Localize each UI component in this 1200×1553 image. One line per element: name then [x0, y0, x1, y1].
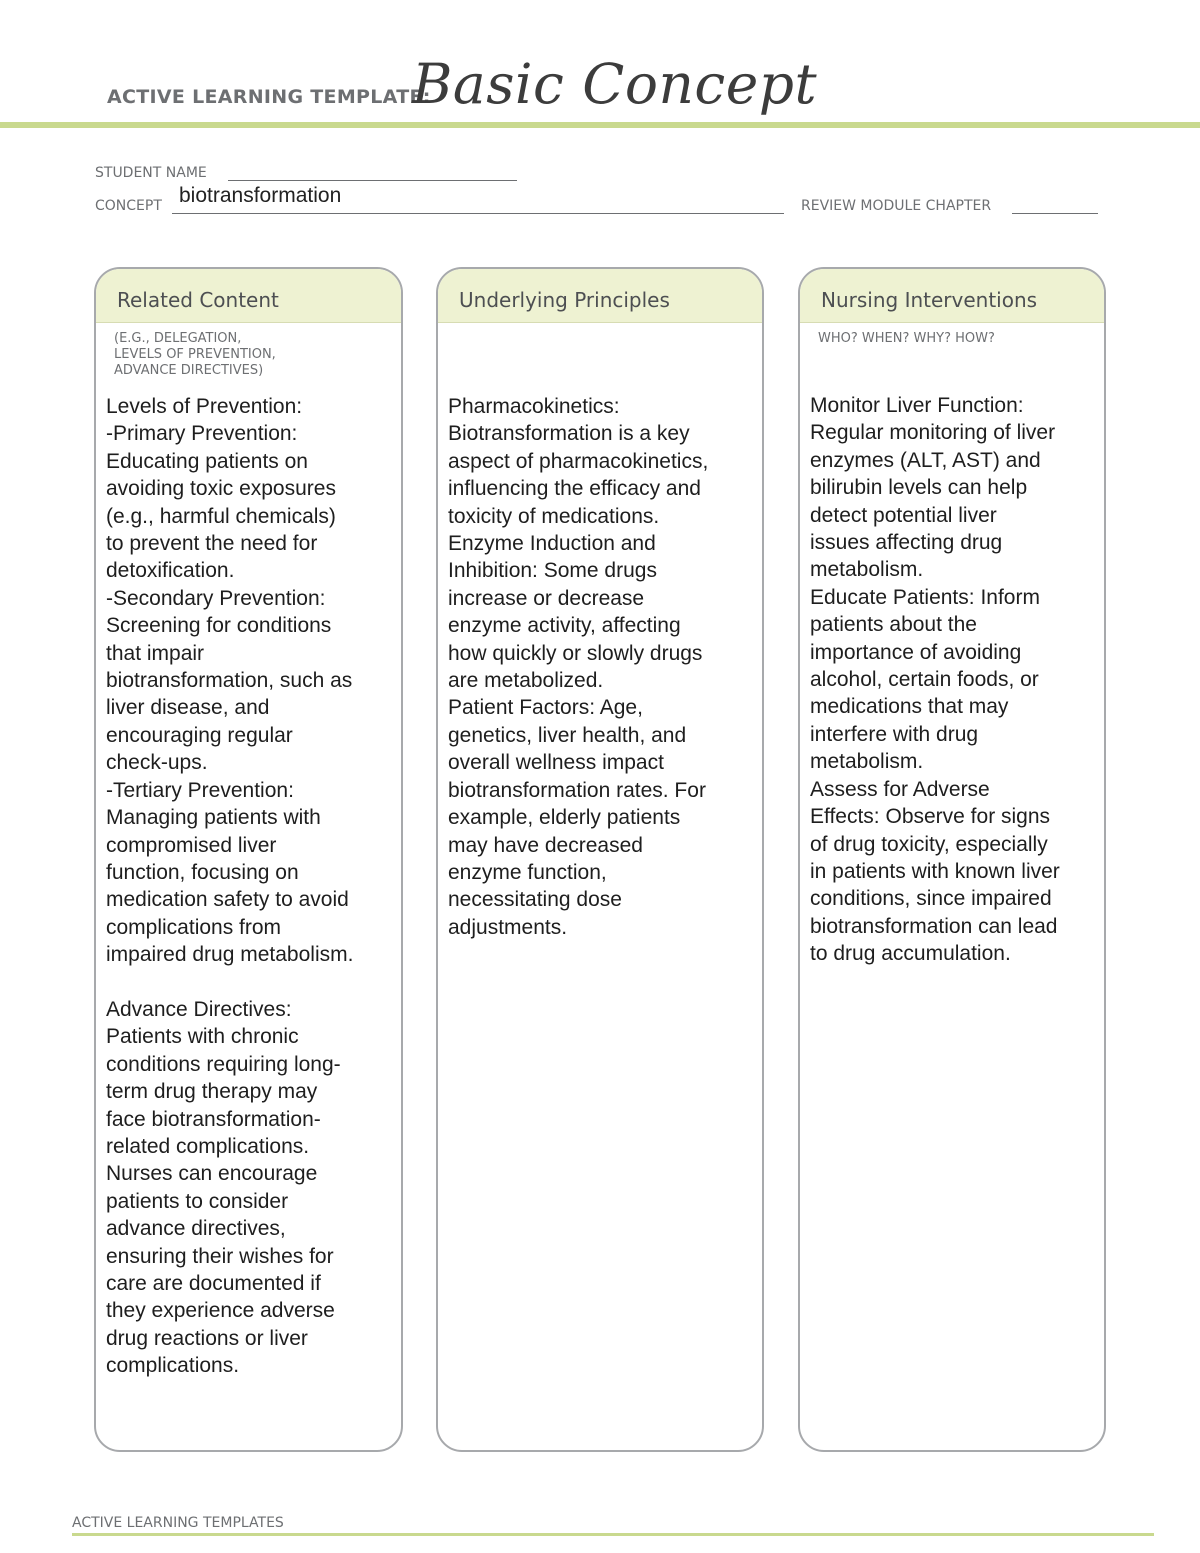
review-module-label: REVIEW MODULE CHAPTER	[801, 198, 992, 214]
student-name-field[interactable]	[228, 180, 517, 181]
related-content-text[interactable]: Levels of Prevention: -Primary Prevention: Educating patients on avoiding toxic exposures (e.g., harmful chemicals) to prevent the need for detoxification. -Secondary Prevention: Screening for conditions that impair biotransformation, such as liver disease, and encouraging regular check-ups. -Tertiary Prevention: Managing patients with compromised liver function, focusing on medication safety to avoid complications from impaired drug metabolism. Advance Directives: Patients with chronic conditions requiring long- term drug therapy may face biotransformation- related complications. Nurses can encourage patients to consider advance directives, ensuring their wishes for care are documented if they experience adverse drug reactions or liver complications.	[106, 395, 354, 1378]
nursing-interventions-panel	[798, 267, 1106, 1452]
nursing-interventions-text[interactable]: Monitor Liver Function: Regular monitoring of liver enzymes (ALT, AST) and bilirubin levels can help detect potential liver issues affecting drug metabolism. Educate Patients: Inform patients about the importance of avoiding alcohol, certain foods, or medications that may interfere with drug metabolism. Assess for Adverse Effects: Observe for signs of drug toxicity, especially in patients with known liver conditions, since impaired biotransformation can lead to drug accumulation.	[810, 394, 1060, 966]
footer-label: ACTIVE LEARNING TEMPLATES	[72, 1515, 284, 1531]
student-name-label: STUDENT NAME	[95, 165, 207, 181]
related-content-title: Related Content	[117, 288, 279, 312]
concept-field[interactable]	[172, 213, 784, 214]
header-divider	[0, 122, 1200, 128]
underlying-principles-title: Underlying Principles	[459, 288, 670, 312]
concept-label: CONCEPT	[95, 198, 162, 214]
review-module-field[interactable]	[1012, 213, 1098, 214]
template-label: ACTIVE LEARNING TEMPLATE:	[107, 86, 431, 108]
underlying-principles-panel	[436, 267, 764, 1452]
related-content-hint: (E.G., DELEGATION, LEVELS OF PREVENTION, ADVANCE DIRECTIVES)	[114, 331, 276, 378]
footer-divider	[72, 1533, 1154, 1536]
page-title: Basic Concept	[412, 52, 818, 116]
nursing-interventions-hint: WHO? WHEN? WHY? HOW?	[818, 331, 995, 346]
concept-value: biotransformation	[179, 184, 342, 207]
underlying-principles-text[interactable]: Pharmacokinetics: Biotransformation is a key aspect of pharmacokinetics, influencing the efficacy and toxicity of medications. Enzyme Induction and Inhibition: Some drugs increase or decrease enzyme activity, affecting how quickly or slowly drugs are metabolized. Patient Factors: Age, genetics, liver health, and overall wellness impact biotransformation rates. For example, elderly patients may have decreased enzyme function, necessitating dose adjustments.	[448, 395, 709, 939]
nursing-interventions-title: Nursing Interventions	[821, 288, 1038, 312]
related-content-panel	[94, 267, 403, 1452]
